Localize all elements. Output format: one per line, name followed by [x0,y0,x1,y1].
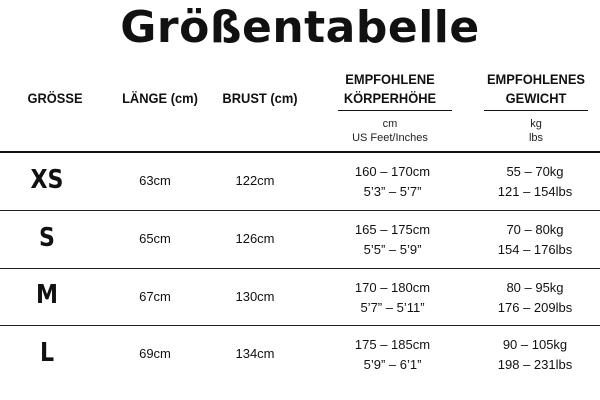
weight-kg-cell: 90 – 105kg [502,337,568,352]
size-label: L [39,338,55,368]
size-label: S [39,223,55,253]
height-us-cell: 5’7” – 5’11” [360,300,425,315]
header-size: GRÖSSE [27,90,83,106]
size-label: XS [30,165,64,195]
height-us-cell: 5’3” – 5’7” [363,184,422,199]
header-height-unit-us: US Feet/Inches [352,132,428,144]
length-cell: 63cm [139,173,171,188]
header-height-underline [338,110,452,111]
chest-cell: 130cm [235,289,275,304]
length-cell: 67cm [139,289,171,304]
header-weight-line2: GEWICHT [505,90,567,106]
weight-lbs-cell: 121 – 154lbs [497,184,573,199]
weight-kg-cell: 55 – 70kg [506,164,564,179]
height-cm-cell: 170 – 180cm [354,280,431,295]
weight-lbs-cell: 154 – 176lbs [497,242,573,257]
header-weight-line1: EMPFOHLENES [486,71,586,87]
header-chest: BRUST (cm) [222,90,298,106]
length-cell: 65cm [139,231,171,246]
chest-cell: 134cm [235,346,275,361]
chest-cell: 126cm [235,231,275,246]
header-height-line2: KÖRPERHÖHE [343,90,437,106]
height-cm-cell: 160 – 170cm [354,164,431,179]
row-divider [0,210,600,211]
header-weight-underline [484,110,588,111]
size-label: M [36,280,58,310]
header-length: LÄNGE (cm) [122,90,198,106]
row-divider [0,325,600,326]
weight-kg-cell: 80 – 95kg [506,280,564,295]
weight-kg-cell: 70 – 80kg [506,222,564,237]
height-us-cell: 5’5” – 5’9” [363,242,422,257]
row-divider [0,268,600,269]
height-cm-cell: 175 – 185cm [354,337,431,352]
header-divider [0,151,600,153]
height-us-cell: 5’9” – 6’1” [363,357,422,372]
header-height-unit-cm: cm [382,118,398,130]
weight-lbs-cell: 198 – 231lbs [497,357,573,372]
header-weight-unit-kg: kg [530,118,542,130]
header-weight-unit-lbs: lbs [528,132,544,144]
length-cell: 69cm [139,346,171,361]
page-title: Größentabelle [120,2,480,53]
height-cm-cell: 165 – 175cm [354,222,431,237]
header-height-line1: EMPFOHLENE [345,71,435,87]
weight-lbs-cell: 176 – 209lbs [497,300,573,315]
chest-cell: 122cm [235,173,275,188]
